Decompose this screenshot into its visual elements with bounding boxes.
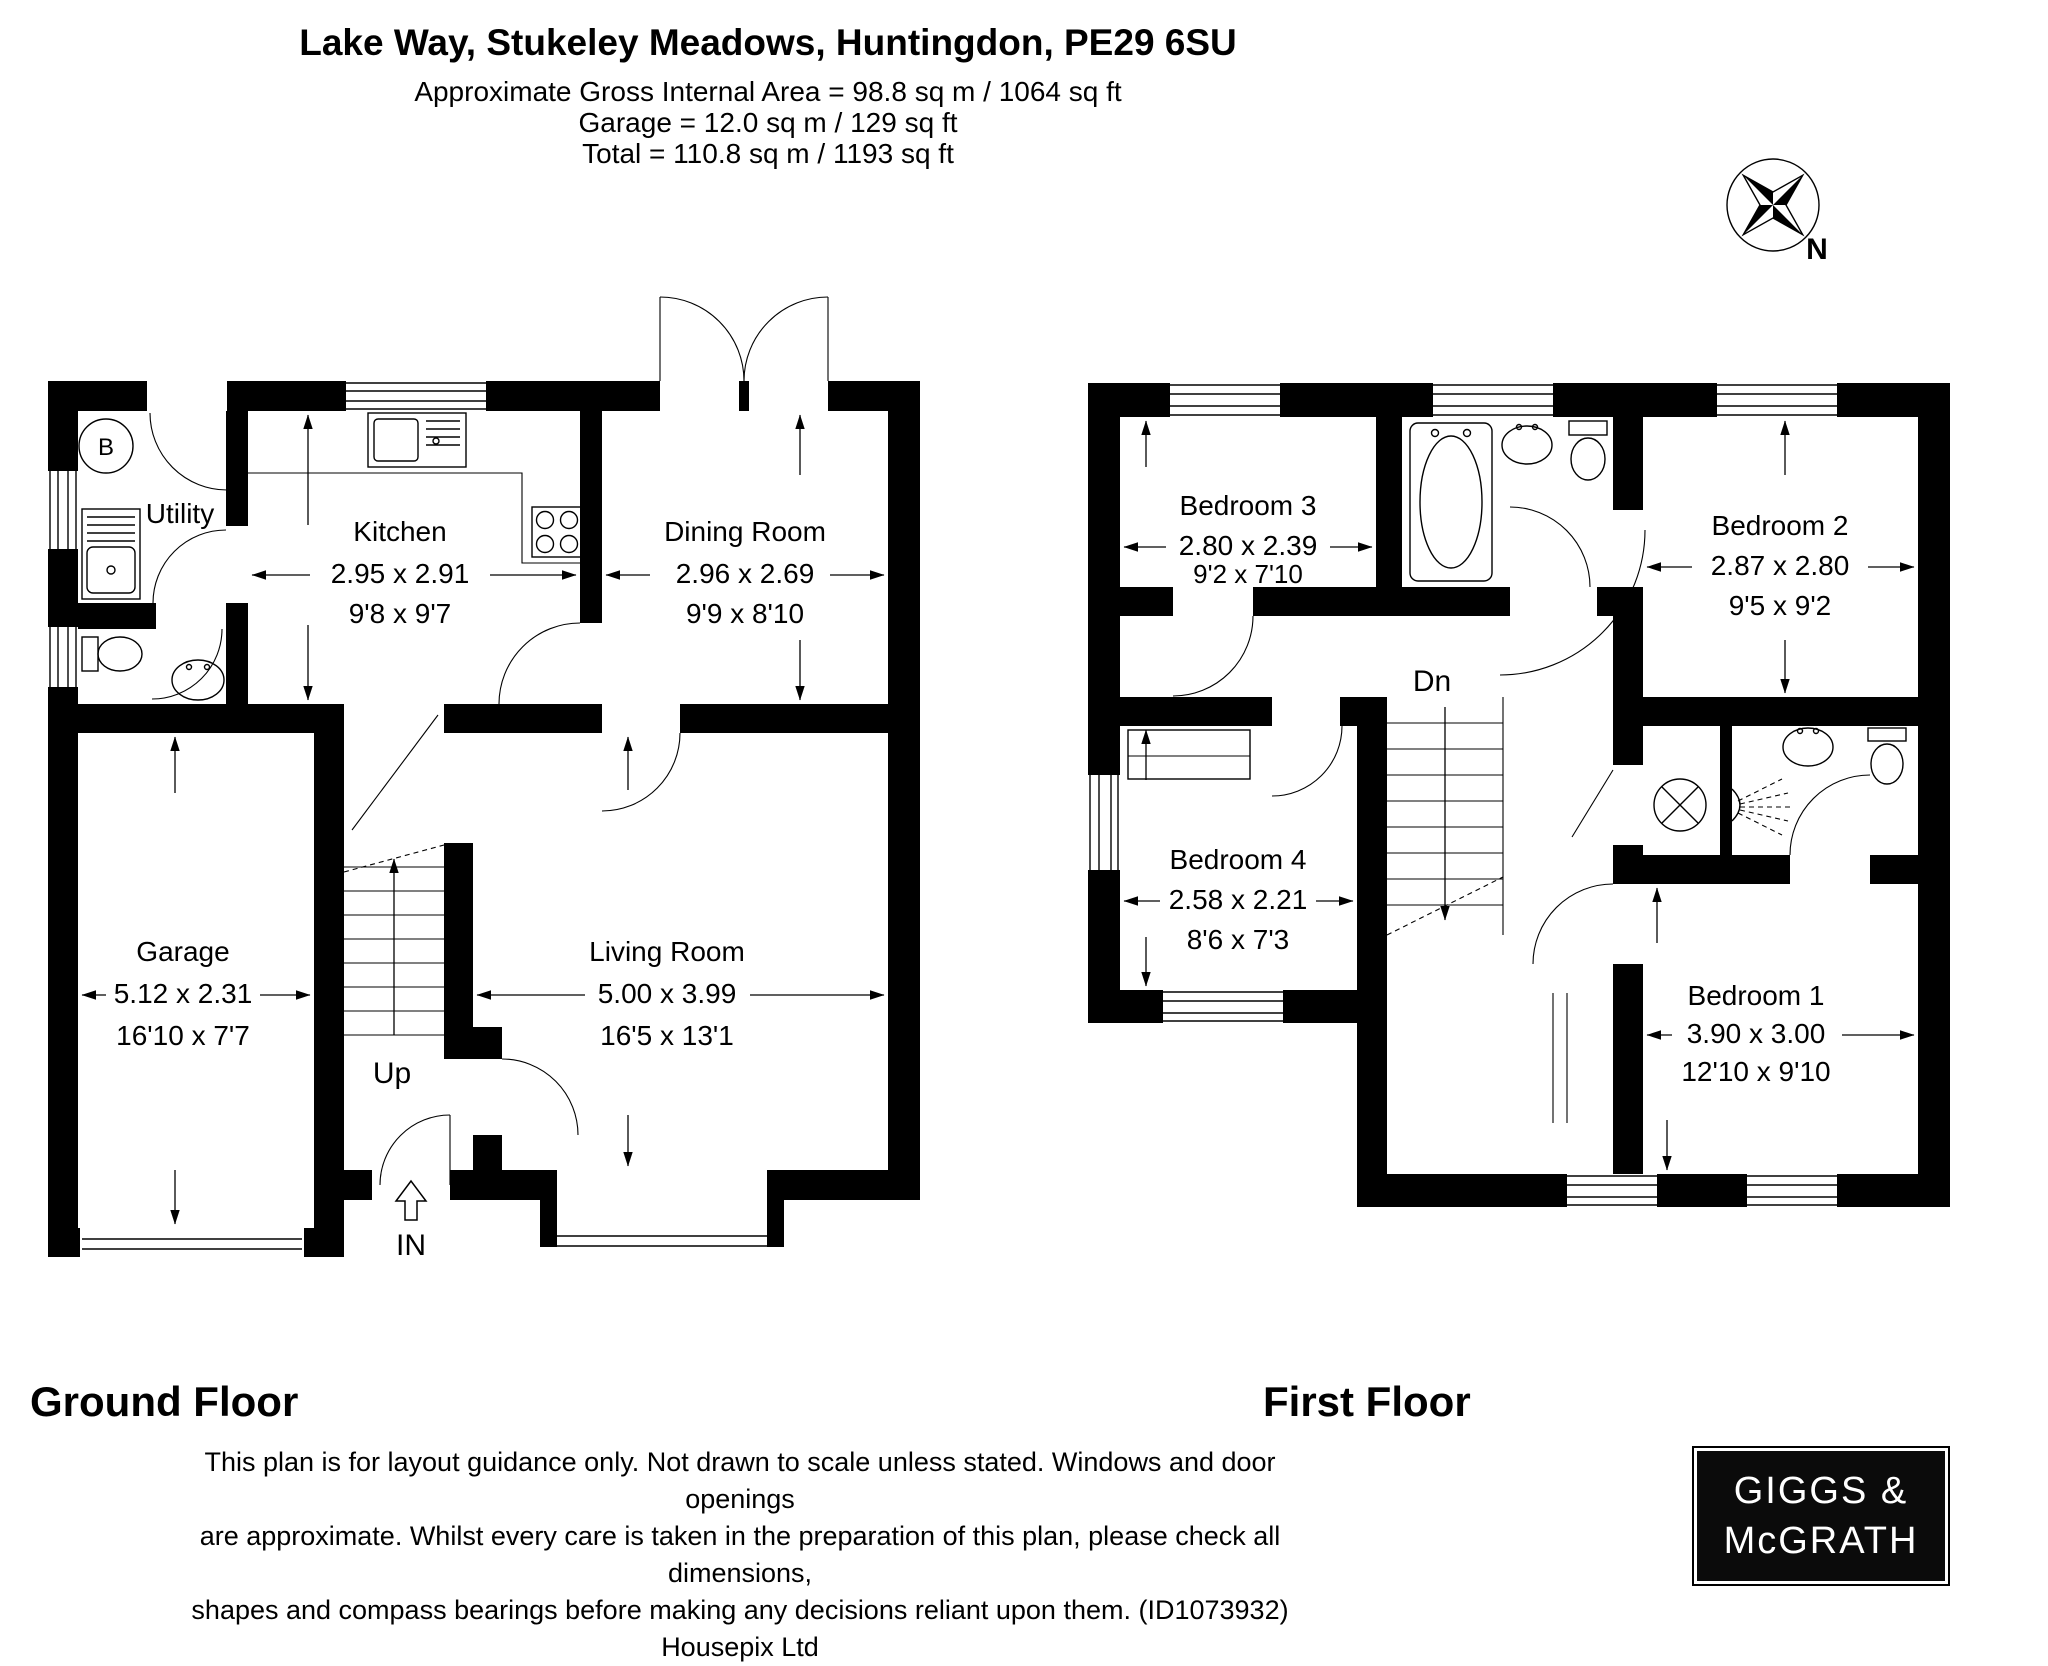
bedroom4-metric: 2.58 x 2.21: [1168, 884, 1308, 915]
bedroom1-metric: 3.90 x 3.00: [1686, 1018, 1826, 1049]
first-floor-plan: [1080, 375, 1960, 1220]
first-floor-title: First Floor: [1263, 1378, 1471, 1425]
bedroom1-imperial: 12'10 x 9'10: [1681, 1056, 1831, 1087]
shower-icon: [1732, 779, 1790, 835]
living-room-imperial: 16'5 x 13'1: [600, 1020, 734, 1051]
gross-area-line: Approximate Gross Internal Area = 98.8 sq m / 1064 sq ft: [414, 76, 1122, 107]
living-room-metric: 5.00 x 3.99: [597, 978, 737, 1009]
garage-metric: 5.12 x 2.31: [113, 978, 253, 1009]
disclaimer: [150, 1444, 1330, 1666]
logo-line-1: GIGGS &: [1733, 1470, 1909, 1512]
first-stairs: [1387, 697, 1567, 1123]
ensuite-toilet-icon: [1868, 728, 1906, 784]
bedroom3-label: Bedroom 3: [1179, 490, 1317, 521]
bedroom4-imperial: 8'6 x 7'3: [1186, 924, 1290, 955]
garage-imperial: 16'10 x 7'7: [116, 1020, 250, 1051]
living-room-label: Living Room: [589, 936, 745, 967]
wc-basin-icon: [172, 660, 224, 700]
wc-toilet-icon: [82, 637, 142, 671]
page-title: Lake Way, Stukeley Meadows, Huntingdon, PE29 6SU: [299, 22, 1237, 63]
entrance-arrow-icon: [396, 1181, 426, 1220]
garage-label: Garage: [136, 936, 230, 967]
area-summary: [0, 76, 1536, 169]
disclaimer-line: This plan is for layout guidance only. Not drawn to scale unless stated. Windows and door openings: [204, 1447, 1276, 1514]
ground-floor-title: Ground Floor: [30, 1378, 299, 1425]
bedroom3-metric: 2.80 x 2.39: [1178, 530, 1318, 561]
disclaimer-line: are approximate. Whilst every care is taken in the preparation of this plan, please check all dimensions,: [199, 1521, 1281, 1588]
utility-label: Utility: [145, 498, 215, 529]
bathroom-toilet-icon: [1569, 421, 1607, 480]
utility-sink-icon: [82, 509, 140, 599]
ground-floor-plan: [40, 225, 920, 1270]
disclaimer-line: Housepix Ltd: [661, 1632, 819, 1662]
bedroom2-metric: 2.87 x 2.80: [1710, 550, 1850, 581]
dining-room-imperial: 9'9 x 8'10: [685, 598, 805, 629]
ground-stairs: [344, 845, 444, 1035]
bedroom2-label: Bedroom 2: [1711, 510, 1849, 541]
kitchen-imperial: 9'8 x 9'7: [348, 598, 452, 629]
bedroom1-label: Bedroom 1: [1687, 980, 1825, 1011]
ensuite-sink-icon: [1783, 728, 1833, 766]
compass-north-label: N: [1806, 233, 1828, 266]
kitchen-sink-icon: [368, 413, 466, 467]
total-area-line: Total = 110.8 sq m / 1193 sq ft: [582, 138, 954, 169]
bedroom2-imperial: 9'5 x 9'2: [1728, 590, 1832, 621]
stairs-up-label: Up: [372, 1057, 412, 1090]
bedroom3-imperial: 9'2 x 7'10: [1193, 559, 1303, 589]
kitchen-label: Kitchen: [353, 516, 447, 547]
first-fixtures: [1128, 421, 1906, 835]
garage-area-line: Garage = 12.0 sq m / 129 sq ft: [578, 107, 958, 138]
bath-icon: [1410, 423, 1492, 581]
entrance-in-label: IN: [396, 1229, 426, 1262]
boiler-label: B: [97, 434, 115, 461]
dining-room-metric: 2.96 x 2.69: [675, 558, 815, 589]
bedroom4-label: Bedroom 4: [1169, 844, 1307, 875]
french-doors-icon: [660, 297, 828, 381]
bathroom-sink-icon: [1502, 425, 1552, 465]
compass-rose-icon: [1716, 148, 1834, 266]
dining-room-label: Dining Room: [664, 516, 826, 547]
cylinder-icon: [1654, 779, 1706, 831]
disclaimer-line: shapes and compass bearings before making any decisions reliant upon them. (ID1073932): [191, 1595, 1289, 1625]
kitchen-metric: 2.95 x 2.91: [330, 558, 470, 589]
logo-line-2: McGRATH: [1723, 1520, 1919, 1562]
stairs-dn-label: Dn: [1412, 665, 1452, 698]
agency-logo: [1692, 1446, 1950, 1586]
hob-icon: [532, 507, 582, 557]
